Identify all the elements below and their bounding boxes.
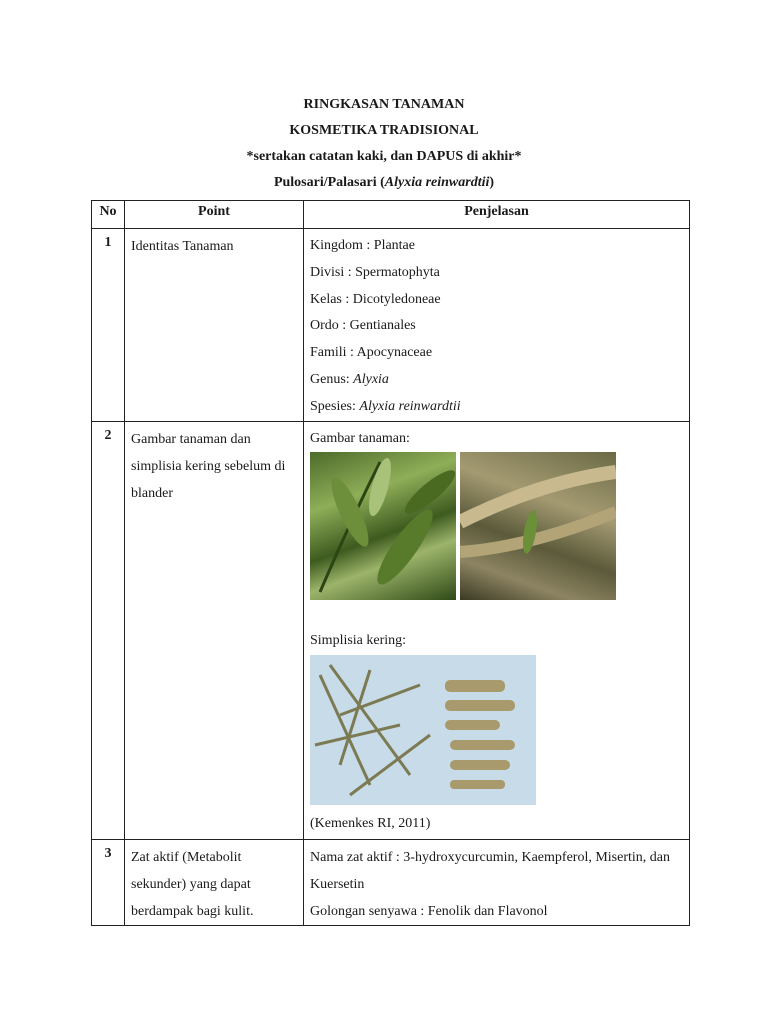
title-prefix: Pulosari/Palasari ( <box>273 175 385 190</box>
ordo-text: Ordo : Gentianales <box>310 318 416 334</box>
plant-photos <box>310 452 683 600</box>
famili-text: Famili : Apocynaceae <box>310 345 433 361</box>
kingdom-text: Kingdom : Plantae <box>310 238 415 253</box>
row-description <box>304 229 690 422</box>
table-row <box>92 229 690 422</box>
table-row <box>92 839 690 925</box>
title-suffix: ) <box>489 175 495 190</box>
row-point: Gambar tanaman dan simplisia kering sebelum di blander <box>125 421 304 839</box>
simplisia-label: Simplisia kering: <box>310 633 407 649</box>
row-number: 2 <box>92 421 125 839</box>
title-line-2: KOSMETIKA TRADISIONAL <box>289 123 479 138</box>
table-row <box>92 421 690 839</box>
row-description <box>304 421 690 839</box>
row-point: Zat aktif (Metabolit sekunder) yang dapat berdampak bagi kulit. <box>125 839 304 925</box>
row-point: Identitas Tanaman <box>125 229 304 422</box>
header-point: Point <box>125 201 304 229</box>
plant-leaf-photo <box>310 452 456 600</box>
row-number: 1 <box>92 229 125 422</box>
spesies-value: Alyxia reinwardtii <box>359 398 461 414</box>
golongan-text: Golongan senyawa : Fenolik dan Flavonol <box>310 903 548 919</box>
genus-label: Genus: <box>310 371 354 387</box>
summary-table <box>91 200 690 926</box>
row-number: 3 <box>92 839 125 925</box>
genus-text <box>310 367 683 394</box>
simplisia-photo <box>310 655 536 805</box>
header-desc: Penjelasan <box>304 201 690 229</box>
title-line-1: RINGKASAN TANAMAN <box>303 97 465 112</box>
row-description <box>304 839 690 925</box>
plant-stem-photo <box>460 452 616 600</box>
divisi-text: Divisi : Spermatophyta <box>310 264 440 280</box>
spesies-label: Spesies: <box>310 398 360 414</box>
spesies-text <box>310 394 683 421</box>
title-line-4 <box>0 170 768 196</box>
document-titles <box>0 92 768 196</box>
genus-value: Alyxia <box>353 371 389 387</box>
image-source: (Kemenkes RI, 2011) <box>310 816 431 832</box>
table-header-row <box>92 201 690 229</box>
zat-aktif-text: Nama zat aktif : 3-hydroxycurcumin, Kaempferol, Misertin, dan Kuersetin <box>310 849 670 892</box>
gambar-label: Gambar tanaman: <box>310 430 410 446</box>
header-no: No <box>92 201 125 229</box>
title-line-3: *sertakan catatan kaki, dan DAPUS di akhir* <box>246 149 522 164</box>
title-italic: Alyxia reinwardtii <box>384 175 490 190</box>
kelas-text: Kelas : Dicotyledoneae <box>310 291 441 307</box>
